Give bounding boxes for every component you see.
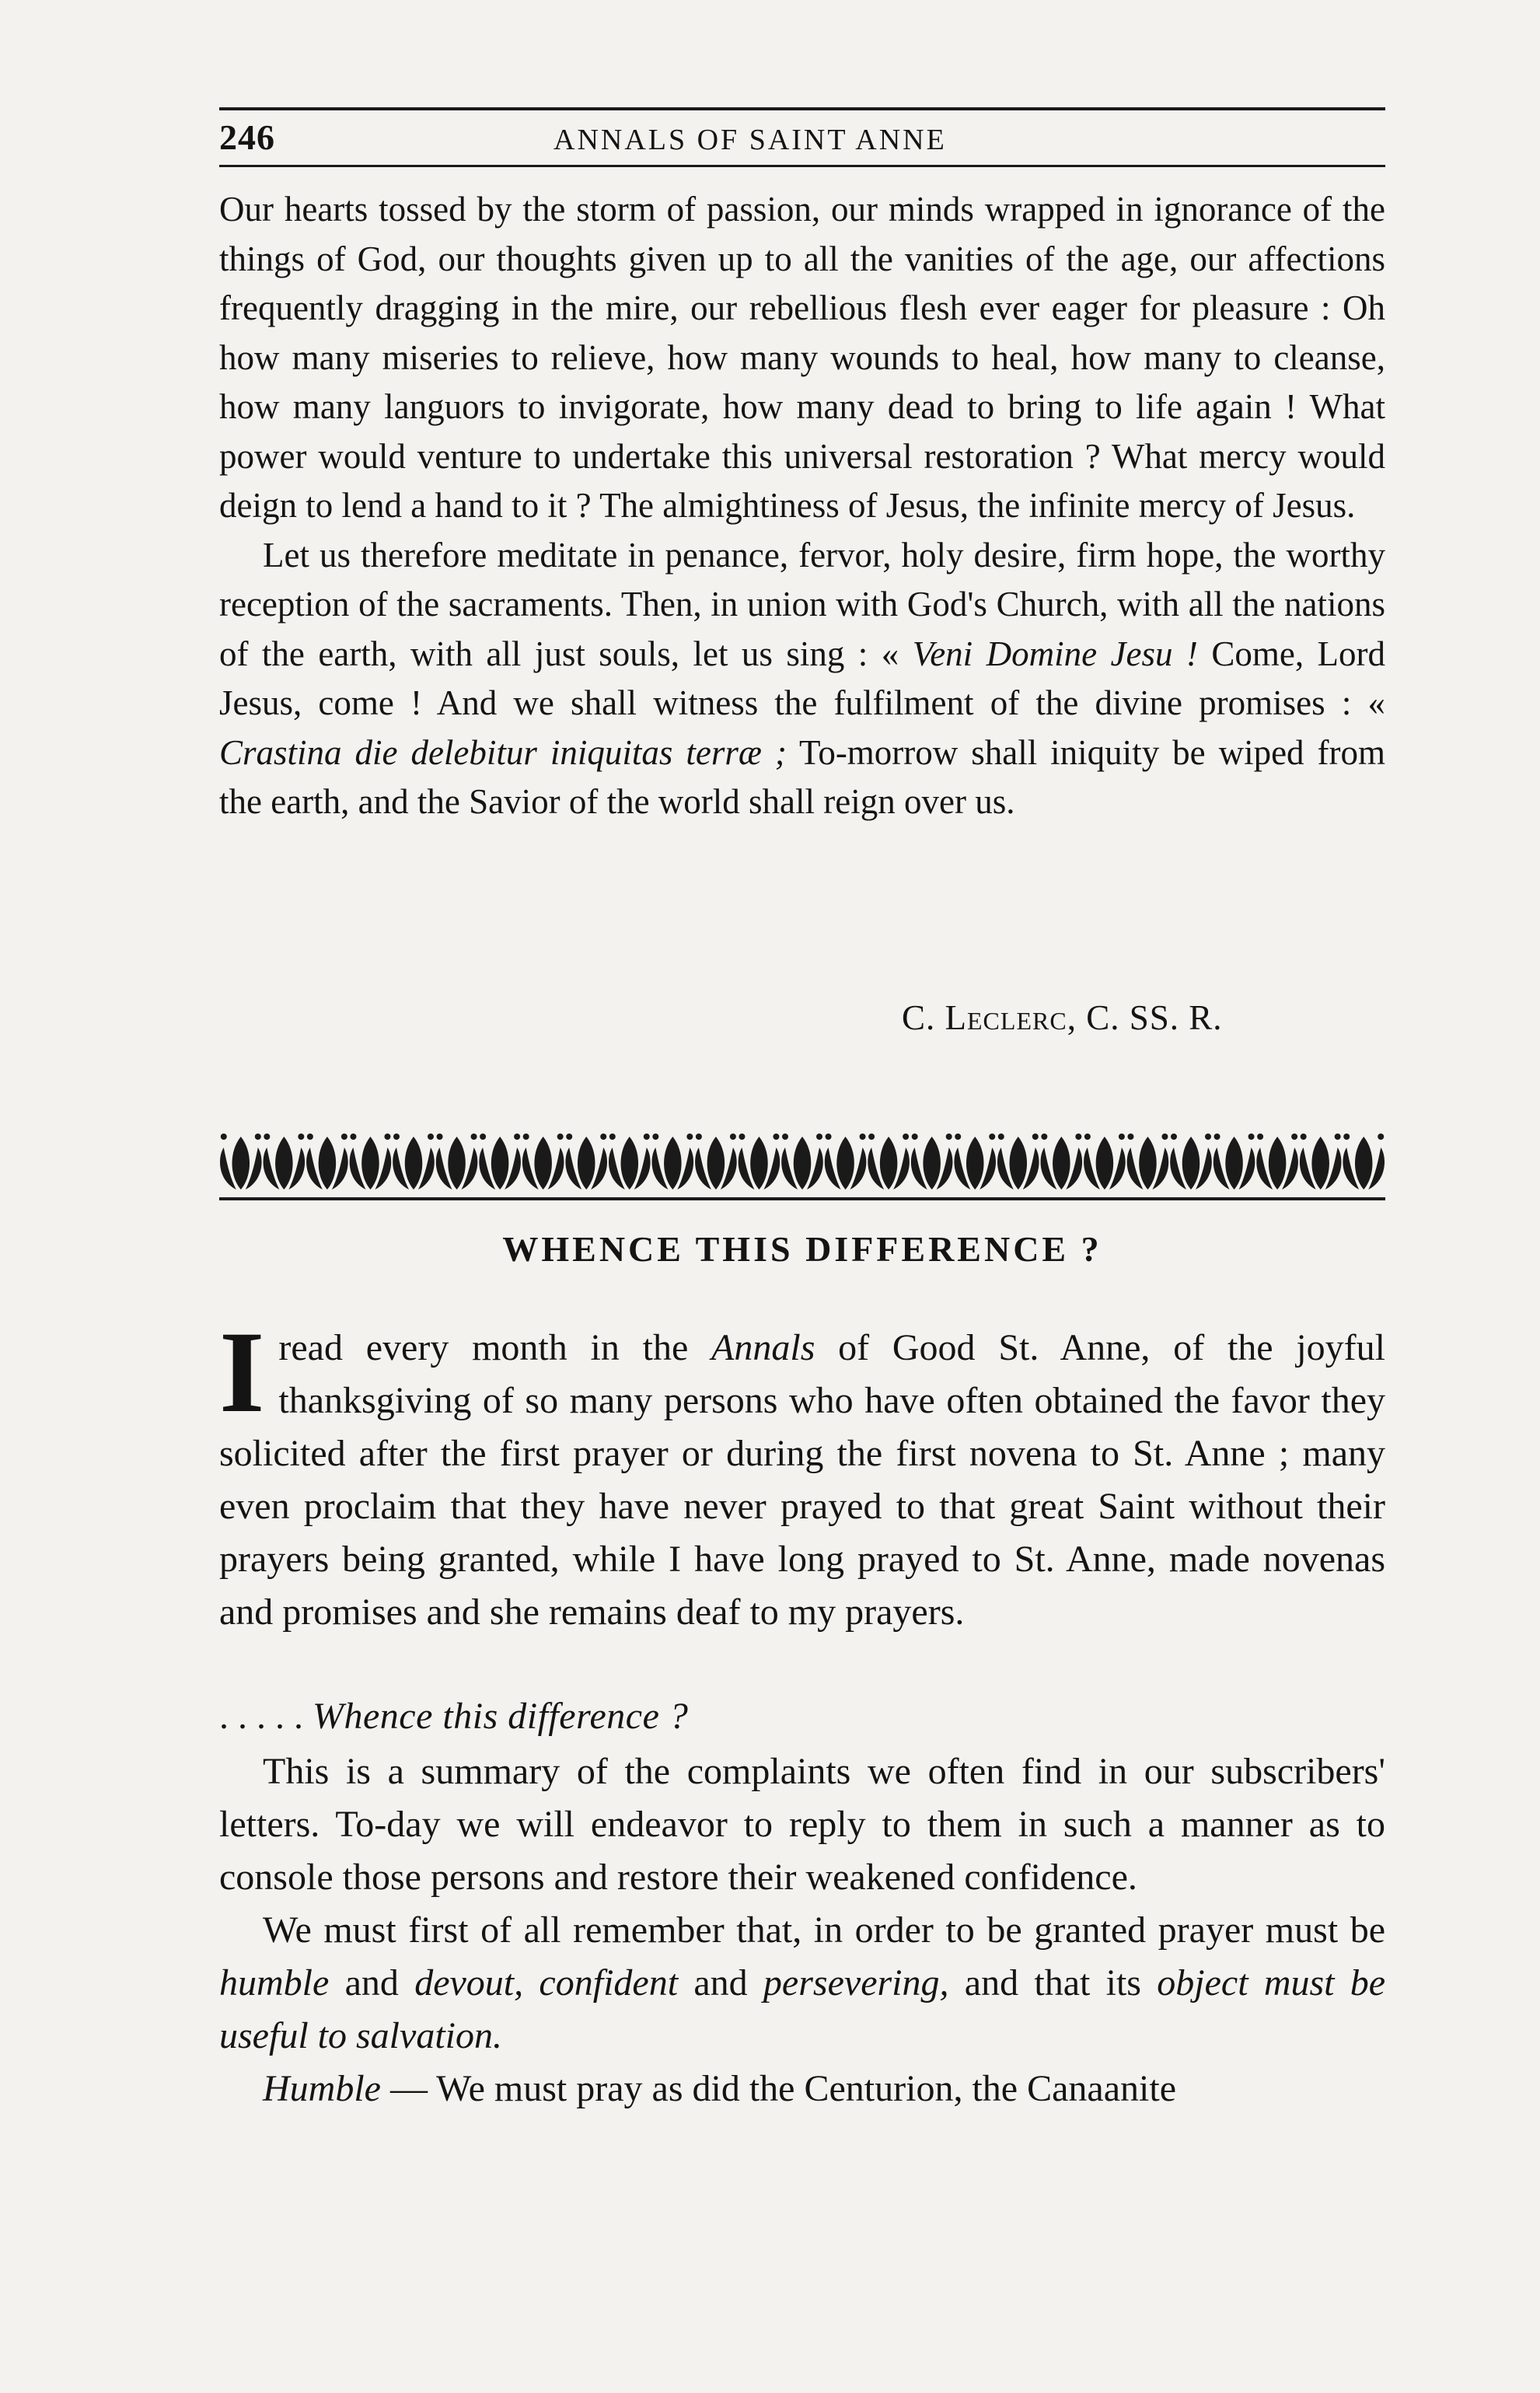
ornament-motif [868,1134,910,1190]
latin-crastina: Crastina die delebitur iniquitas terræ ; [219,732,787,772]
p2-text-end: To-morrow shall iniquity be wiped from the earth, and the Savior of the world shall reign over us. [219,732,1385,821]
word-humble: humble [219,1962,330,2003]
running-title: ANNALS OF SAINT ANNE [553,124,947,156]
paragraph-2 [219,531,1385,827]
ornament-motif [911,1134,953,1190]
p5-start: We must first of all remember that, in order to be granted prayer must be [263,1909,1385,1951]
paragraph-5 [219,1904,1385,2063]
p2-text-start: Let us therefore meditate in penance, fervor, holy desire, firm hope, the worthy reception of the sacraments. Then, in union with God's Church, with all the nations of the earth, with all just souls, let us sing : « [219,535,1385,673]
ornament-motif [1300,1134,1342,1190]
section2-continued [219,1745,1385,2115]
ornament-motif [565,1134,607,1190]
ornament-motif [1084,1134,1126,1190]
ornament-motif [220,1134,262,1190]
paragraph-6 [219,2063,1385,2115]
ornament-motif [1127,1134,1169,1190]
ornament-motif [954,1134,996,1190]
ornament-motif [1041,1134,1083,1190]
humble-heading: Humble [263,2068,381,2109]
paragraph-4: This is a summary of the complaints we often find in our subscribers' letters. To-day we will endeavor to reply to them in such a manner as to console those persons and restore their weakened confidence. [219,1751,1385,1898]
page-number: 246 [219,117,275,157]
section1-body [219,185,1385,827]
section2-body [219,1308,1385,1639]
ornament-motif [825,1134,867,1190]
ornament-motif [306,1134,348,1190]
annals-italic: Annals [711,1327,815,1368]
ornament-motif [1343,1134,1385,1190]
latin-veni: Veni Domine Jesu ! [912,634,1198,673]
ornament-motif [350,1134,392,1190]
ornament-motif [1256,1134,1298,1190]
aside-line [219,1695,688,1738]
ornament-motif [652,1134,694,1190]
p3-start: read every month in the [278,1327,689,1368]
author-signature [902,997,1223,1038]
signature-initial: C. [902,998,945,1037]
word-and-1: and [344,1962,399,2003]
signature-suffix: , C. SS. R. [1067,998,1223,1037]
paragraph-1: Our hearts tossed by the storm of passion, our minds wrapped in ignorance of the things of God, our thoughts given up to all the vanities of the age, our affections frequently dragging in the mire, our rebellious flesh ever eager for pleasure : Oh how many miseries to relieve, how many wounds to heal, how many to cleanse, how many languors to invigorate, how many dead to bring to life again ! What power would venture to undertake this universal restoration ? What mercy would deign to lend a hand to it ? The almightiness of Jesus, the infinite mercy of Jesus. [219,190,1385,525]
ornament-motif [264,1134,306,1190]
header-rule-top [219,107,1385,110]
object-italic: object must be useful to salvation. [219,1962,1386,2056]
running-header [219,117,1385,163]
header-rule-bottom [219,165,1385,167]
ornament-motif [522,1134,564,1190]
word-and-2: and [693,1962,748,2003]
ornament-motif [997,1134,1039,1190]
article-title: WHENCE THIS DIFFERENCE ? [502,1229,1102,1269]
ornament-motif [609,1134,651,1190]
word-devout: devout, [414,1962,524,2003]
ornament-motif [479,1134,521,1190]
ornament-motif [436,1134,478,1190]
p3-end: of Good St. Anne, of the joyful thanksgiving of so many persons who have often obtained the favor they solicited after the first prayer or during the first novena to St. Anne ; many even proclaim that they have never prayed to that great Saint without their prayers being granted, while I have long prayed to St. Anne, made novenas and promises and she remains deaf to my prayers. [219,1327,1385,1633]
aside-dots: . . . . . [219,1696,303,1737]
ornament-motif [695,1134,737,1190]
ornament-motif [1213,1134,1255,1190]
ornament-motif [739,1134,780,1190]
ornament-motif [393,1134,435,1190]
p2-text-mid: Come, Lord Jesus, come ! And we shall witness the fulfilment of the divine promises : « [219,634,1386,722]
aside-italic: Whence this difference ? [313,1696,689,1737]
ornament-motif [1170,1134,1212,1190]
paragraph-3 [219,1308,1385,1639]
signature-name: Leclerc [945,998,1067,1037]
ornament-band [219,1129,1385,1194]
p5-mid: and that its [964,1962,1141,2003]
ornament-motif [781,1134,823,1190]
word-persevering: persevering, [763,1962,949,2003]
word-confident: confident [539,1962,679,2003]
p6-text: — We must pray as did the Centurion, the Canaanite [389,2068,1176,2109]
ornament-rule [219,1197,1385,1200]
drop-cap: I [219,1308,265,1437]
